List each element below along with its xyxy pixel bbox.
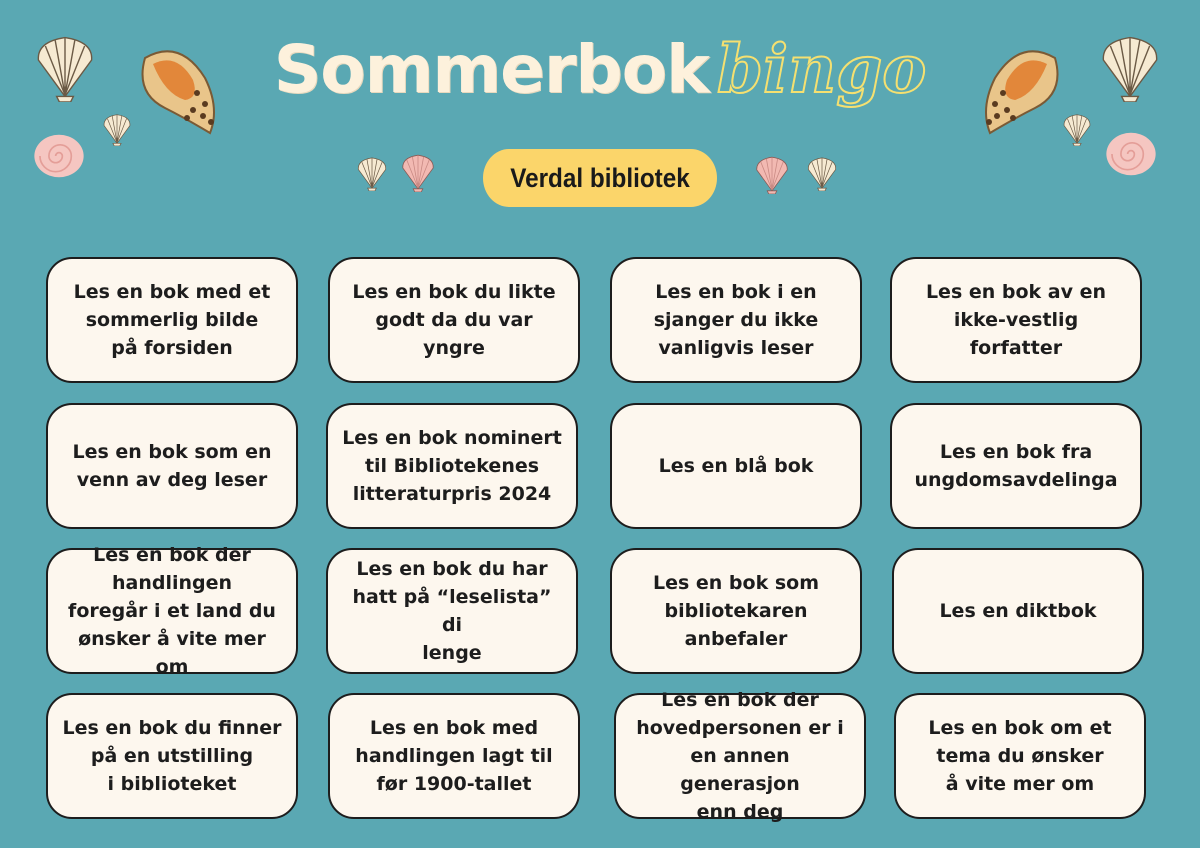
bingo-cell[interactable]: Les en bok fra ungdomsavdelinga bbox=[890, 403, 1142, 529]
bingo-cell[interactable]: Les en bok du finner på en utstilling i biblioteket bbox=[46, 693, 298, 819]
bingo-cell[interactable]: Les en bok nominert til Bibliotekenes litteraturpris 2024 bbox=[326, 403, 578, 529]
bingo-cell[interactable]: Les en bok der handlingen foregår i et land du ønsker å vite mer om bbox=[46, 548, 298, 674]
scallop-shell-icon bbox=[804, 155, 840, 191]
library-badge: Verdal bibliotek bbox=[483, 149, 717, 207]
bingo-cell[interactable]: Les en bok der hovedpersonen er i en annen generasjon enn deg bbox=[614, 693, 866, 819]
ammonite-shell-icon bbox=[1100, 126, 1162, 182]
bingo-cell[interactable]: Les en diktbok bbox=[892, 548, 1144, 674]
pink-scallop-icon bbox=[398, 152, 438, 192]
bingo-cell[interactable]: Les en bok med et sommerlig bilde på forsiden bbox=[46, 257, 298, 383]
bingo-cell[interactable]: Les en blå bok bbox=[610, 403, 862, 529]
ammonite-shell-icon bbox=[28, 128, 90, 184]
bingo-cell[interactable]: Les en bok du har hatt på “leselista” di lenge bbox=[326, 548, 578, 674]
bingo-cell[interactable]: Les en bok med handlingen lagt til før 1900-tallet bbox=[328, 693, 580, 819]
page-title bbox=[0, 30, 1200, 130]
bingo-cell[interactable]: Les en bok som en venn av deg leser bbox=[46, 403, 298, 529]
scallop-shell-icon bbox=[354, 155, 390, 191]
bingo-cell[interactable]: Les en bok i en sjanger du ikke vanligvis leser bbox=[610, 257, 862, 383]
bingo-cell[interactable]: Les en bok du likte godt da du var yngre bbox=[328, 257, 580, 383]
pink-scallop-icon bbox=[752, 154, 792, 194]
title-main: Sommerbok bbox=[273, 30, 709, 108]
bingo-cell[interactable]: Les en bok om et tema du ønsker å vite mer om bbox=[894, 693, 1146, 819]
bingo-cell[interactable]: Les en bok som bibliotekaren anbefaler bbox=[610, 548, 862, 674]
bingo-cell[interactable]: Les en bok av en ikke-vestlig forfatter bbox=[890, 257, 1142, 383]
title-sub: bingo bbox=[716, 30, 927, 108]
